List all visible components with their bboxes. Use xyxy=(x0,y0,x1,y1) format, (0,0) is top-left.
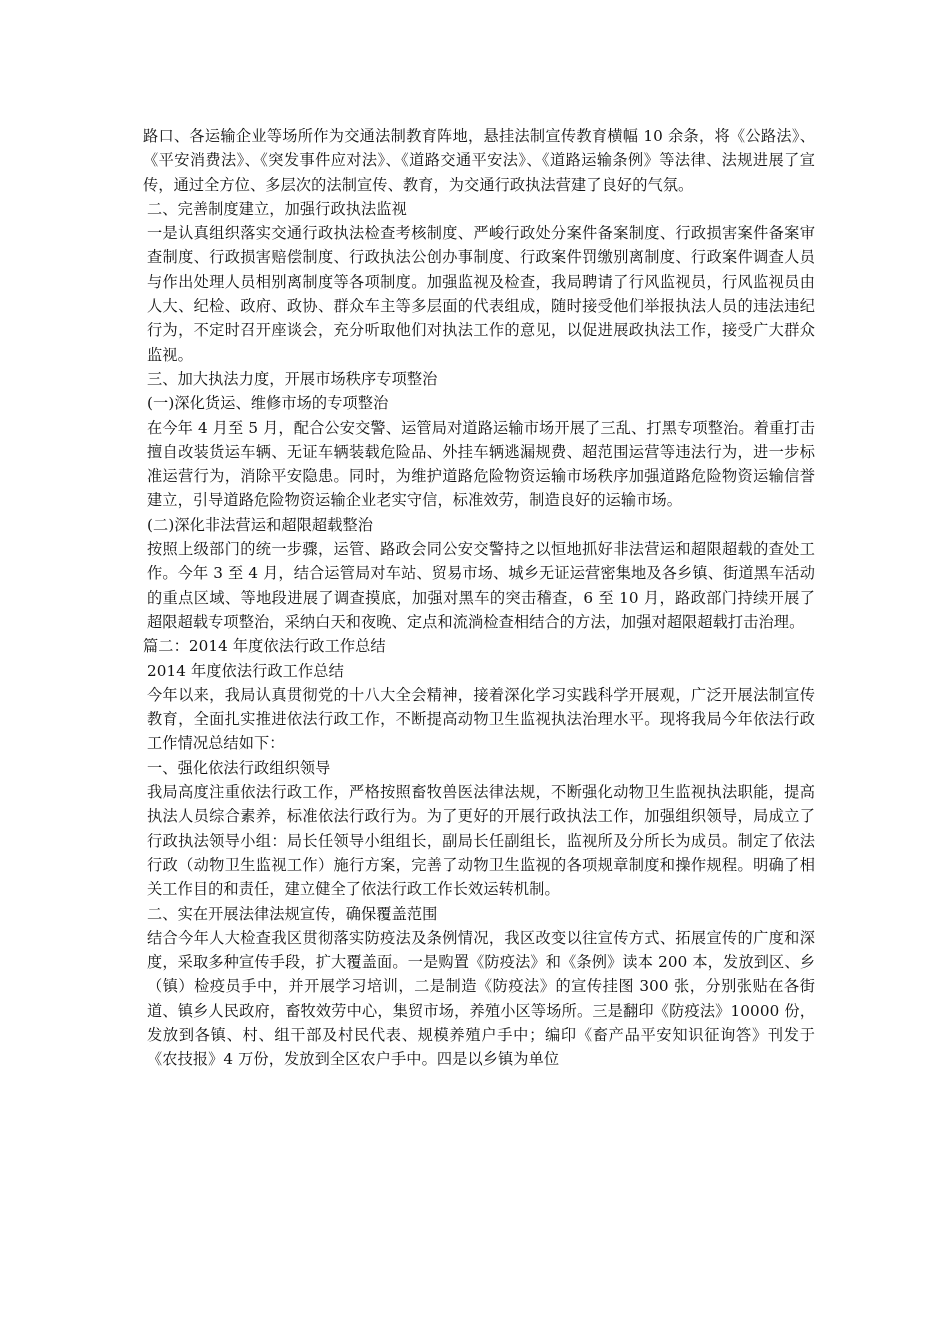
paragraph-6: 在今年 4 月至 5 月，配合公安交警、运管局对道路运输市场开展了三乱、打黑专项整治。着重打击擅自改装货运车辆、无证车辆装载危险品、外挂车辆逃漏规费、超范围运营等违法行为，进一步标准运营行为，消除平安隐患。同时，为维护道路危险物资运输市场秩序加强道路危险物资运输信誉建立，引导道路危险物资运输企业老实守信，标准效劳，制造良好的运输市场。 xyxy=(147,418,815,510)
article-subtitle: 2014 年度依法行政工作总结 xyxy=(147,661,344,680)
paragraph-1: 路口、各运输企业等场所作为交通法制教育阵地，悬挂法制宣传教育横幅 10 余条，将《公路法》、《平安消费法》、《突发事件应对法》、《道路交通平安法》、《道路运输条例》等法律、法规进展了宣传，通过全方位、多层次的法制宣传、教育，为交通行政执法营建了良好的气氛。 xyxy=(143,127,815,194)
section-heading-2: 二、完善制度建立，加强行政执法监视 xyxy=(147,199,407,218)
paragraph-15: 结合今年人大检查我区贯彻落实防疫法及条例情况，我区改变以往宣传方式、拓展宣传的广度和深度，采取多种宣传手段，扩大覆盖面。一是购置《防疫法》和《条例》读本 200 本，发放到区、乡（镇）检疫员手中，并开展学习培训，二是制造《防疫法》的宣传挂图 300 张，分别张贴在各街道、镇乡人民政府，畜牧效劳中心，集贸市场，养殖小区等场所。三是翻印《防疫法》10000 份，发放到各镇、村、组干部及村民代表、规模养殖户手中；编印《畜产品平安知识征询答》刊发于《农技报》4 万份，发放到全区农户手中。四是以乡镇为单位 xyxy=(147,928,815,1069)
article-title-2: 篇二：2014 年度依法行政工作总结 xyxy=(143,637,386,656)
paragraph-11: 今年以来，我局认真贯彻党的十八大全会精神，接着深化学习实践科学开展观，广泛开展法制宣传教育，全面扎实推进依法行政工作，不断提高动物卫生监视执法治理水平。现将我局今年依法行政工作情况总结如下： xyxy=(147,685,815,753)
paragraph-3: 一是认真组织落实交通行政执法检查考核制度、严峻行政处分案件备案制度、行政损害案件备案审查制度、行政损害赔偿制度、行政执法公创办事制度、行政案件罚缴别离制度、行政案件调查人员与作出处理人员相别离制度等各项制度。加强监视及检查，我局聘请了行风监视员，行风监视员由人大、纪检、政府、政协、群众车主等多层面的代表组成，随时接受他们举报执法人员的违法违纪行为，不定时召开座谈会，充分听取他们对执法工作的意见，以促进展政执法工作，接受广大群众监视。 xyxy=(147,224,815,364)
document-body xyxy=(143,124,815,1072)
paragraph-8: 按照上级部门的统一步骤，运管、路政会同公安交警持之以恒地抓好非法营运和超限超载的查处工作。今年 3 至 4 月，结合运管局对车站、贸易市场、城乡无证运营密集地及各乡镇、街道黑车活动的重点区域、等地段进展了调查摸底，加强对黑车的突击稽查，6 至 10 月，路政部门持续开展了超限超载专项整治，采纳白天和夜晚、定点和流淌检查相结合的方法，加强对超限超载打击治理。 xyxy=(147,540,815,631)
subsection-heading-1: (一)深化货运、维修市场的专项整治 xyxy=(147,394,389,413)
subsection-heading-2: (二)深化非法营运和超限超载整治 xyxy=(147,515,374,534)
paragraph-13: 我局高度注重依法行政工作，严格按照畜牧兽医法律法规，不断强化动物卫生监视执法职能，提高执法人员综合素养，标准依法行政行为。为了更好的开展行政执法工作，加强组织领导，局成立了行政执法领导小组：局长任领导小组组长，副局长任副组长，监视所及分所长为成员。制定了依法行政（动物卫生监视工作）施行方案，完善了动物卫生监视的各项规章制度和操作规程。明确了相关工作目的和责任，建立健全了依法行政工作长效运转机制。 xyxy=(147,783,815,899)
section-heading-a1: 一、强化依法行政组织领导 xyxy=(147,758,331,777)
section-heading-3: 三、加大执法力度，开展市场秩序专项整治 xyxy=(147,369,438,388)
section-heading-a2: 二、实在开展法律法规宣传，确保覆盖范围 xyxy=(147,904,438,923)
